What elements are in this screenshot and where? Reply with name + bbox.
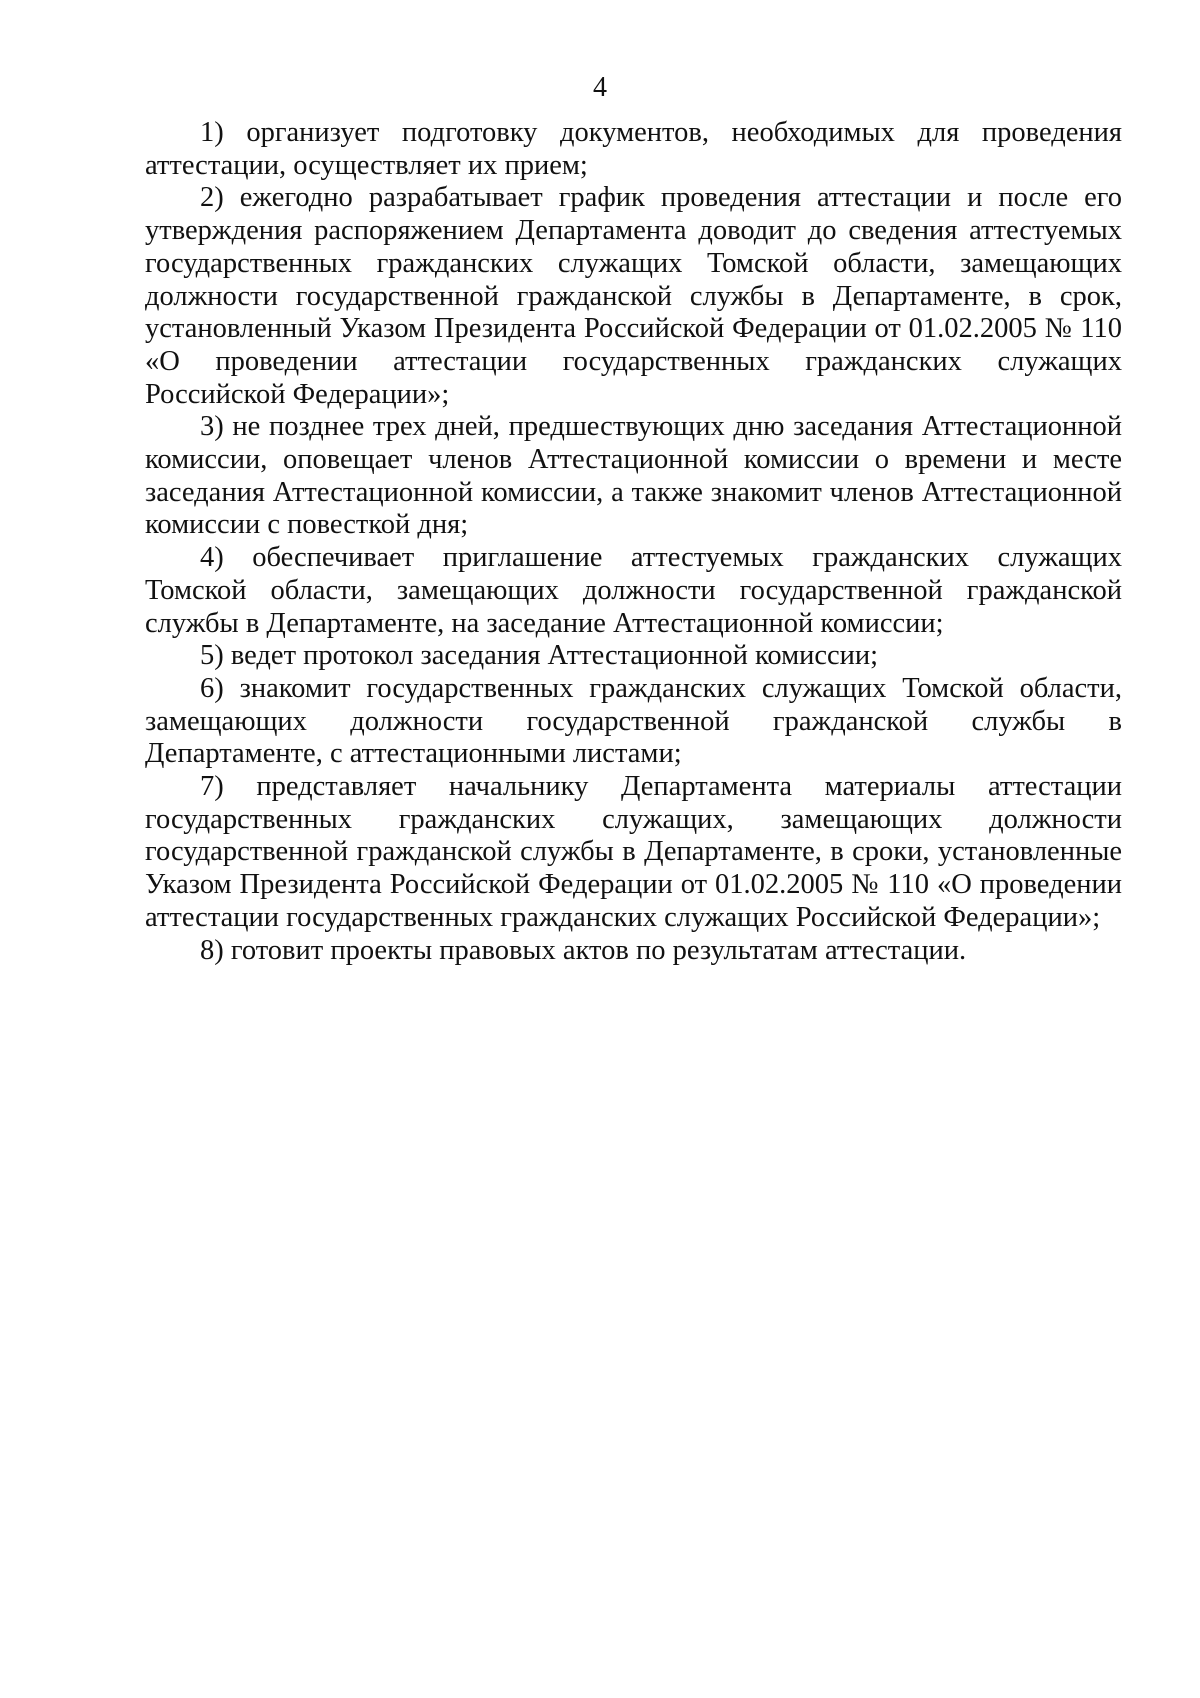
paragraph-item-6: 6) знакомит государственных гражданских служащих Томской области, замещающих должности государственной гражданской службы в Департаменте, с аттестационными листами; (145, 672, 1122, 770)
paragraph-item-2: 2) ежегодно разрабатывает график проведения аттестации и после его утверждения распоряжением Департамента доводит до сведения аттестуемых государственных гражданских служащих Томской области, замещающих должности государственной гражданской службы в Департаменте, в срок, установленный Указом Президента Российской Федерации от 01.02.2005 № 110 «О проведении аттестации государственных гражданских служащих Российской Федерации»; (145, 182, 1122, 410)
paragraph-item-1: 1) организует подготовку документов, необходимых для проведения аттестации, осуществляет их прием; (145, 117, 1122, 181)
paragraph-item-4: 4) обеспечивает приглашение аттестуемых гражданских служащих Томской области, замещающих должности государственной гражданской службы в Департаменте, на заседание Аттестационной комиссии; (145, 542, 1122, 639)
document-body (145, 117, 1122, 967)
paragraph-item-3: 3) не позднее трех дней, предшествующих дню заседания Аттестационной комиссии, оповещает членов Аттестационной комиссии о времени и месте заседания Аттестационной комиссии, а также знакомит членов Аттестационной комиссии с повесткой дня; (145, 411, 1122, 541)
paragraph-item-5: 5) ведет протокол заседания Аттестационной комиссии; (200, 640, 879, 672)
paragraph-item-8: 8) готовит проекты правовых актов по результатам аттестации. (200, 934, 967, 966)
page-number: 4 (593, 72, 607, 103)
paragraph-item-7: 7) представляет начальнику Департамента материалы аттестации государственных гражданских служащих, замещающих должности государственной гражданской службы в Департаменте, в сроки, установленные Указом Президента Российской Федерации от 01.02.2005 № 110 «О проведении аттестации государственных гражданских служащих Российской Федерации»; (145, 771, 1122, 933)
